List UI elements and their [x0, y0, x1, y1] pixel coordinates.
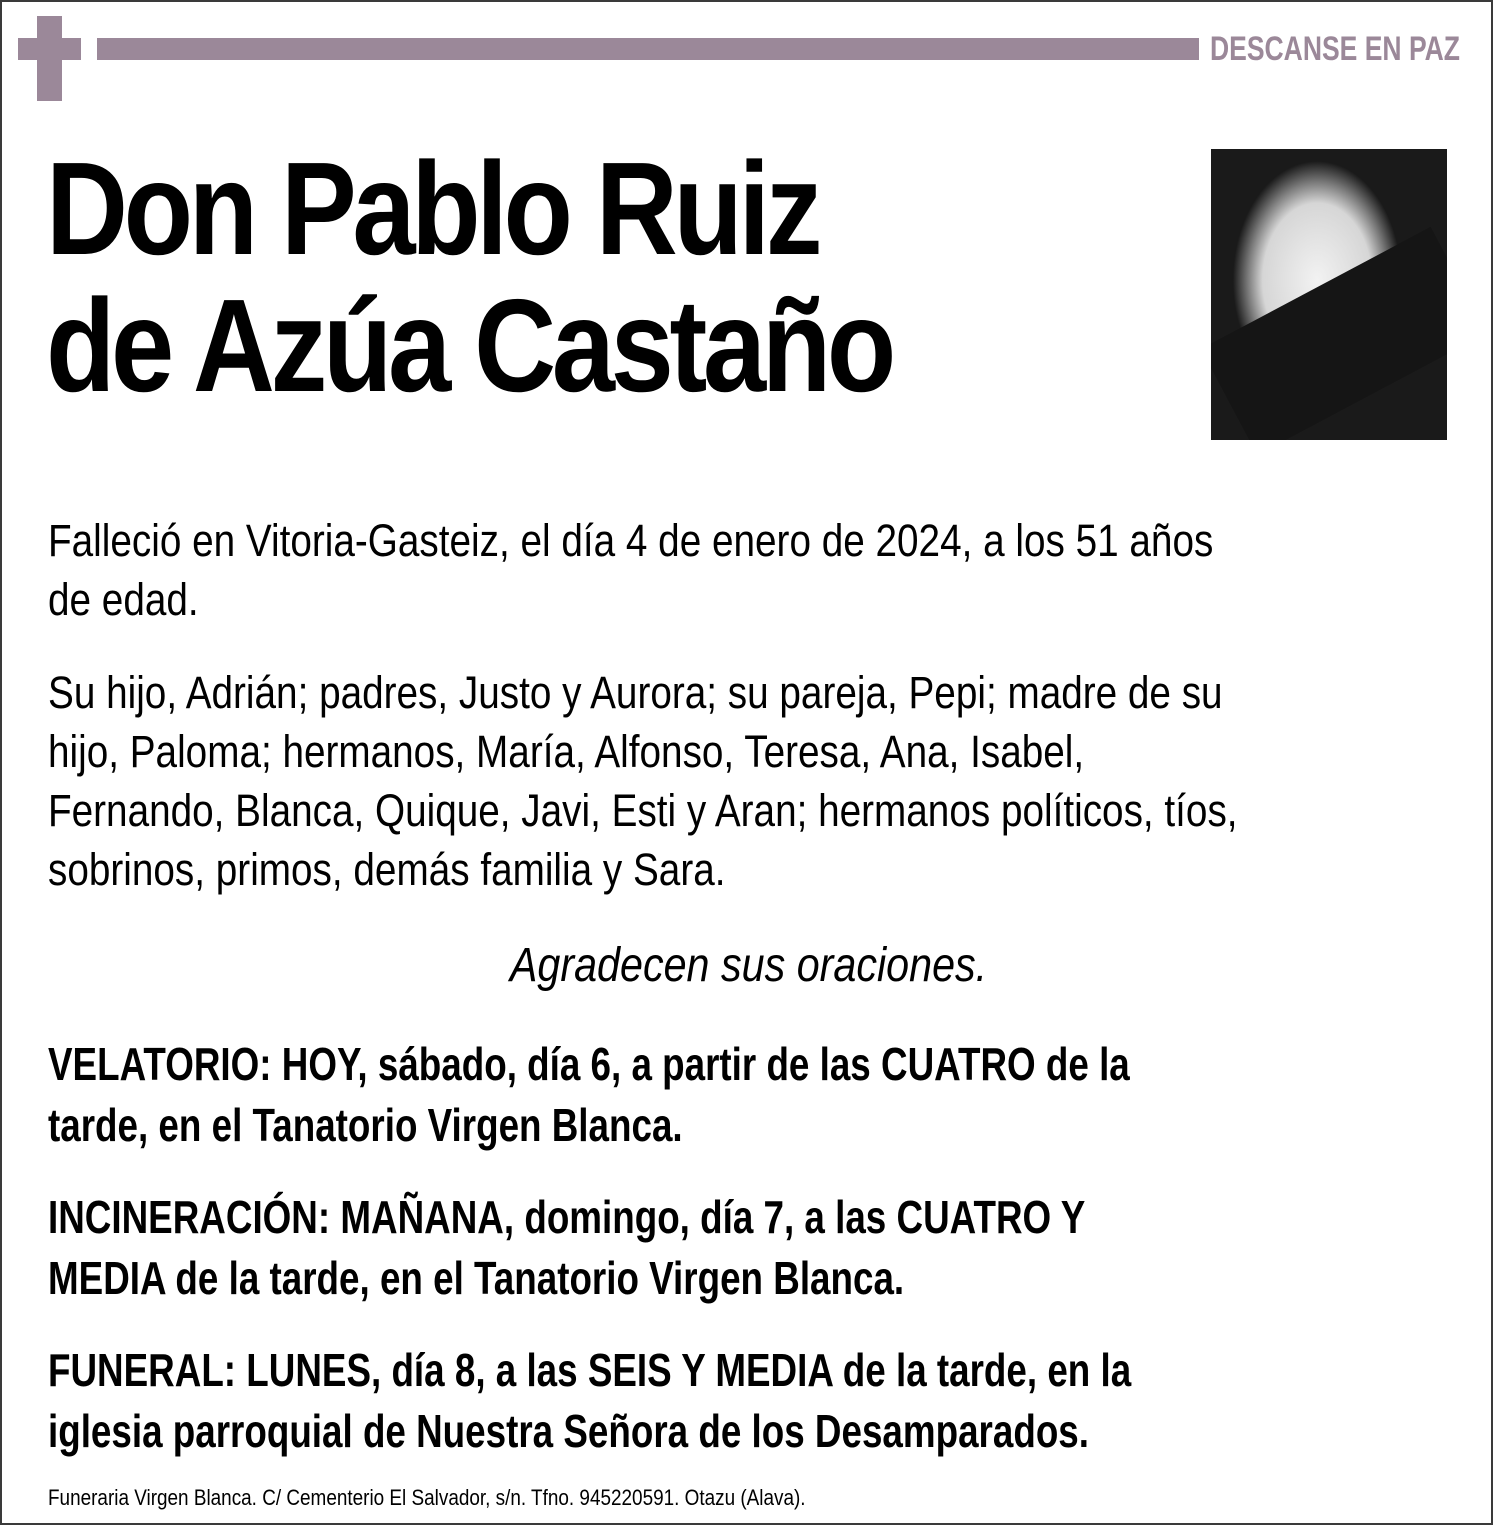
family-line: sobrinos, primos, demás familia y Sara.: [48, 844, 726, 895]
header-bar: [97, 38, 1199, 60]
name-line-1: Don Pablo Ruiz: [46, 135, 819, 282]
deceased-name: [46, 135, 892, 419]
funeral-home-footer: Funeraria Virgen Blanca. C/ Cementerio El Salvador, s/n. Tfno. 945220591. Otazu (Alava).: [48, 1485, 806, 1510]
event-line: iglesia parroquial de Nuestra Señora de los Desamparados.: [48, 1405, 1089, 1457]
death-notice-line: Falleció en Vitoria-Gasteiz, el día 4 de enero de 2024, a los 51 años: [48, 515, 1214, 566]
event-incineracion: [48, 1187, 1085, 1309]
event-line: FUNERAL: LUNES, día 8, a las SEIS Y MEDIA de la tarde, en la: [48, 1344, 1132, 1396]
cross-horizontal: [18, 38, 81, 60]
event-funeral: [48, 1340, 1131, 1462]
header-label: DESCANSE EN PAZ: [1210, 30, 1461, 68]
family-line: hijo, Paloma; hermanos, María, Alfonso, Teresa, Ana, Isabel,: [48, 726, 1085, 777]
closing-phrase: [0, 938, 1496, 993]
family-line: Su hijo, Adrián; padres, Justo y Aurora; su pareja, Pepi; madre de su: [48, 667, 1223, 718]
family-list: [48, 663, 1238, 899]
event-line: tarde, en el Tanatorio Virgen Blanca.: [48, 1099, 683, 1151]
portrait-photo: [1211, 149, 1447, 440]
death-notice-line: de edad.: [48, 574, 199, 625]
photo-shadow: [1211, 227, 1447, 440]
name-line-2: de Azúa Castaño: [46, 272, 892, 419]
event-velatorio: [48, 1034, 1130, 1156]
family-line: Fernando, Blanca, Quique, Javi, Esti y Aran; hermanos políticos, tíos,: [48, 785, 1238, 836]
death-notice: [48, 511, 1213, 629]
event-line: INCINERACIÓN: MAÑANA, domingo, día 7, a las CUATRO Y: [48, 1191, 1086, 1243]
closing-text: Agradecen sus oraciones.: [509, 939, 987, 992]
event-line: VELATORIO: HOY, sábado, día 6, a partir de las CUATRO de la: [48, 1038, 1130, 1090]
event-line: MEDIA de la tarde, en el Tanatorio Virgen Blanca.: [48, 1252, 905, 1304]
